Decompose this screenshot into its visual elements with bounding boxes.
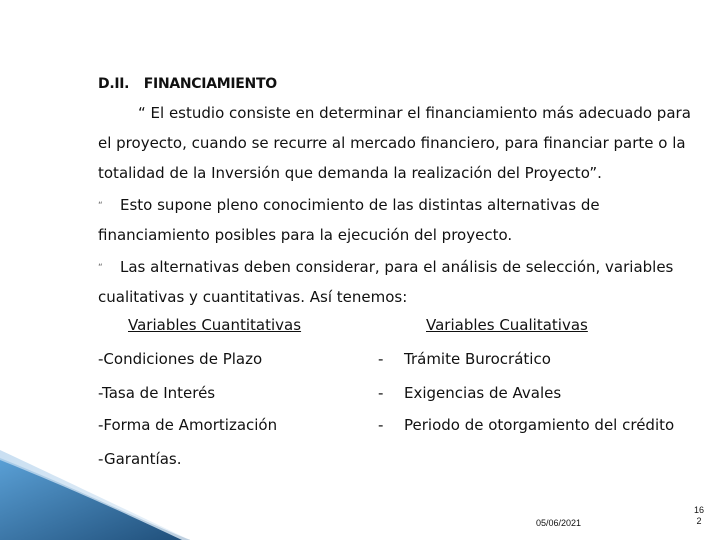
qualitative-item-text: Periodo de otorgamiento del crédito (404, 416, 675, 434)
dash-marker: - (378, 384, 384, 402)
page-number-top: 16 (693, 505, 704, 515)
bullet-item (98, 190, 698, 221)
quantitative-item: -Garantías. (98, 450, 182, 468)
bullet-text: Las alternativas deben considerar, para el análisis de selección, variables (120, 258, 674, 276)
dash-marker: - (378, 416, 384, 434)
page-number-bottom: 2 (696, 516, 702, 526)
bullet-continuation: financiamiento posibles para la ejecución del proyecto. (98, 226, 513, 244)
qualitative-item (378, 416, 674, 434)
section-heading (98, 76, 277, 92)
quantitative-item: -Condiciones de Plazo (98, 350, 263, 368)
bullet-text: Esto supone pleno conocimiento de las distintas alternativas de (120, 196, 600, 214)
quantitative-column-title: Variables Cuantitativas (128, 316, 302, 334)
section-title: FINANCIAMIENTO (143, 76, 277, 92)
qualitative-item (378, 384, 561, 402)
quantitative-item: -Tasa de Interés (98, 384, 216, 402)
qualitative-item (378, 350, 551, 368)
qualitative-item-text: Exigencias de Avales (404, 384, 562, 402)
footer-date: 05/06/2021 (536, 518, 582, 528)
quantitative-item: -Forma de Amortización (98, 416, 278, 434)
bullet-item (98, 252, 698, 283)
bullet-icon: “ (98, 201, 103, 211)
bullet-icon: “ (98, 263, 103, 273)
bullet-continuation: cualitativas y cuantitativas. Así tenemos: (98, 288, 408, 306)
dash-marker: - (378, 350, 384, 368)
qualitative-item-text: Trámite Burocrático (404, 350, 551, 368)
qualitative-column-title: Variables Cualitativas (426, 316, 588, 334)
intro-paragraph: “ El estudio consiste en determinar el financiamiento más adecuado para el proyecto, cuando se recurre al mercado financiero, para financiar parte o la totalidad de la Inversión que demanda la realización del Proyecto”. (98, 104, 691, 182)
page-number (690, 505, 708, 527)
section-number: D.II. (98, 76, 130, 92)
